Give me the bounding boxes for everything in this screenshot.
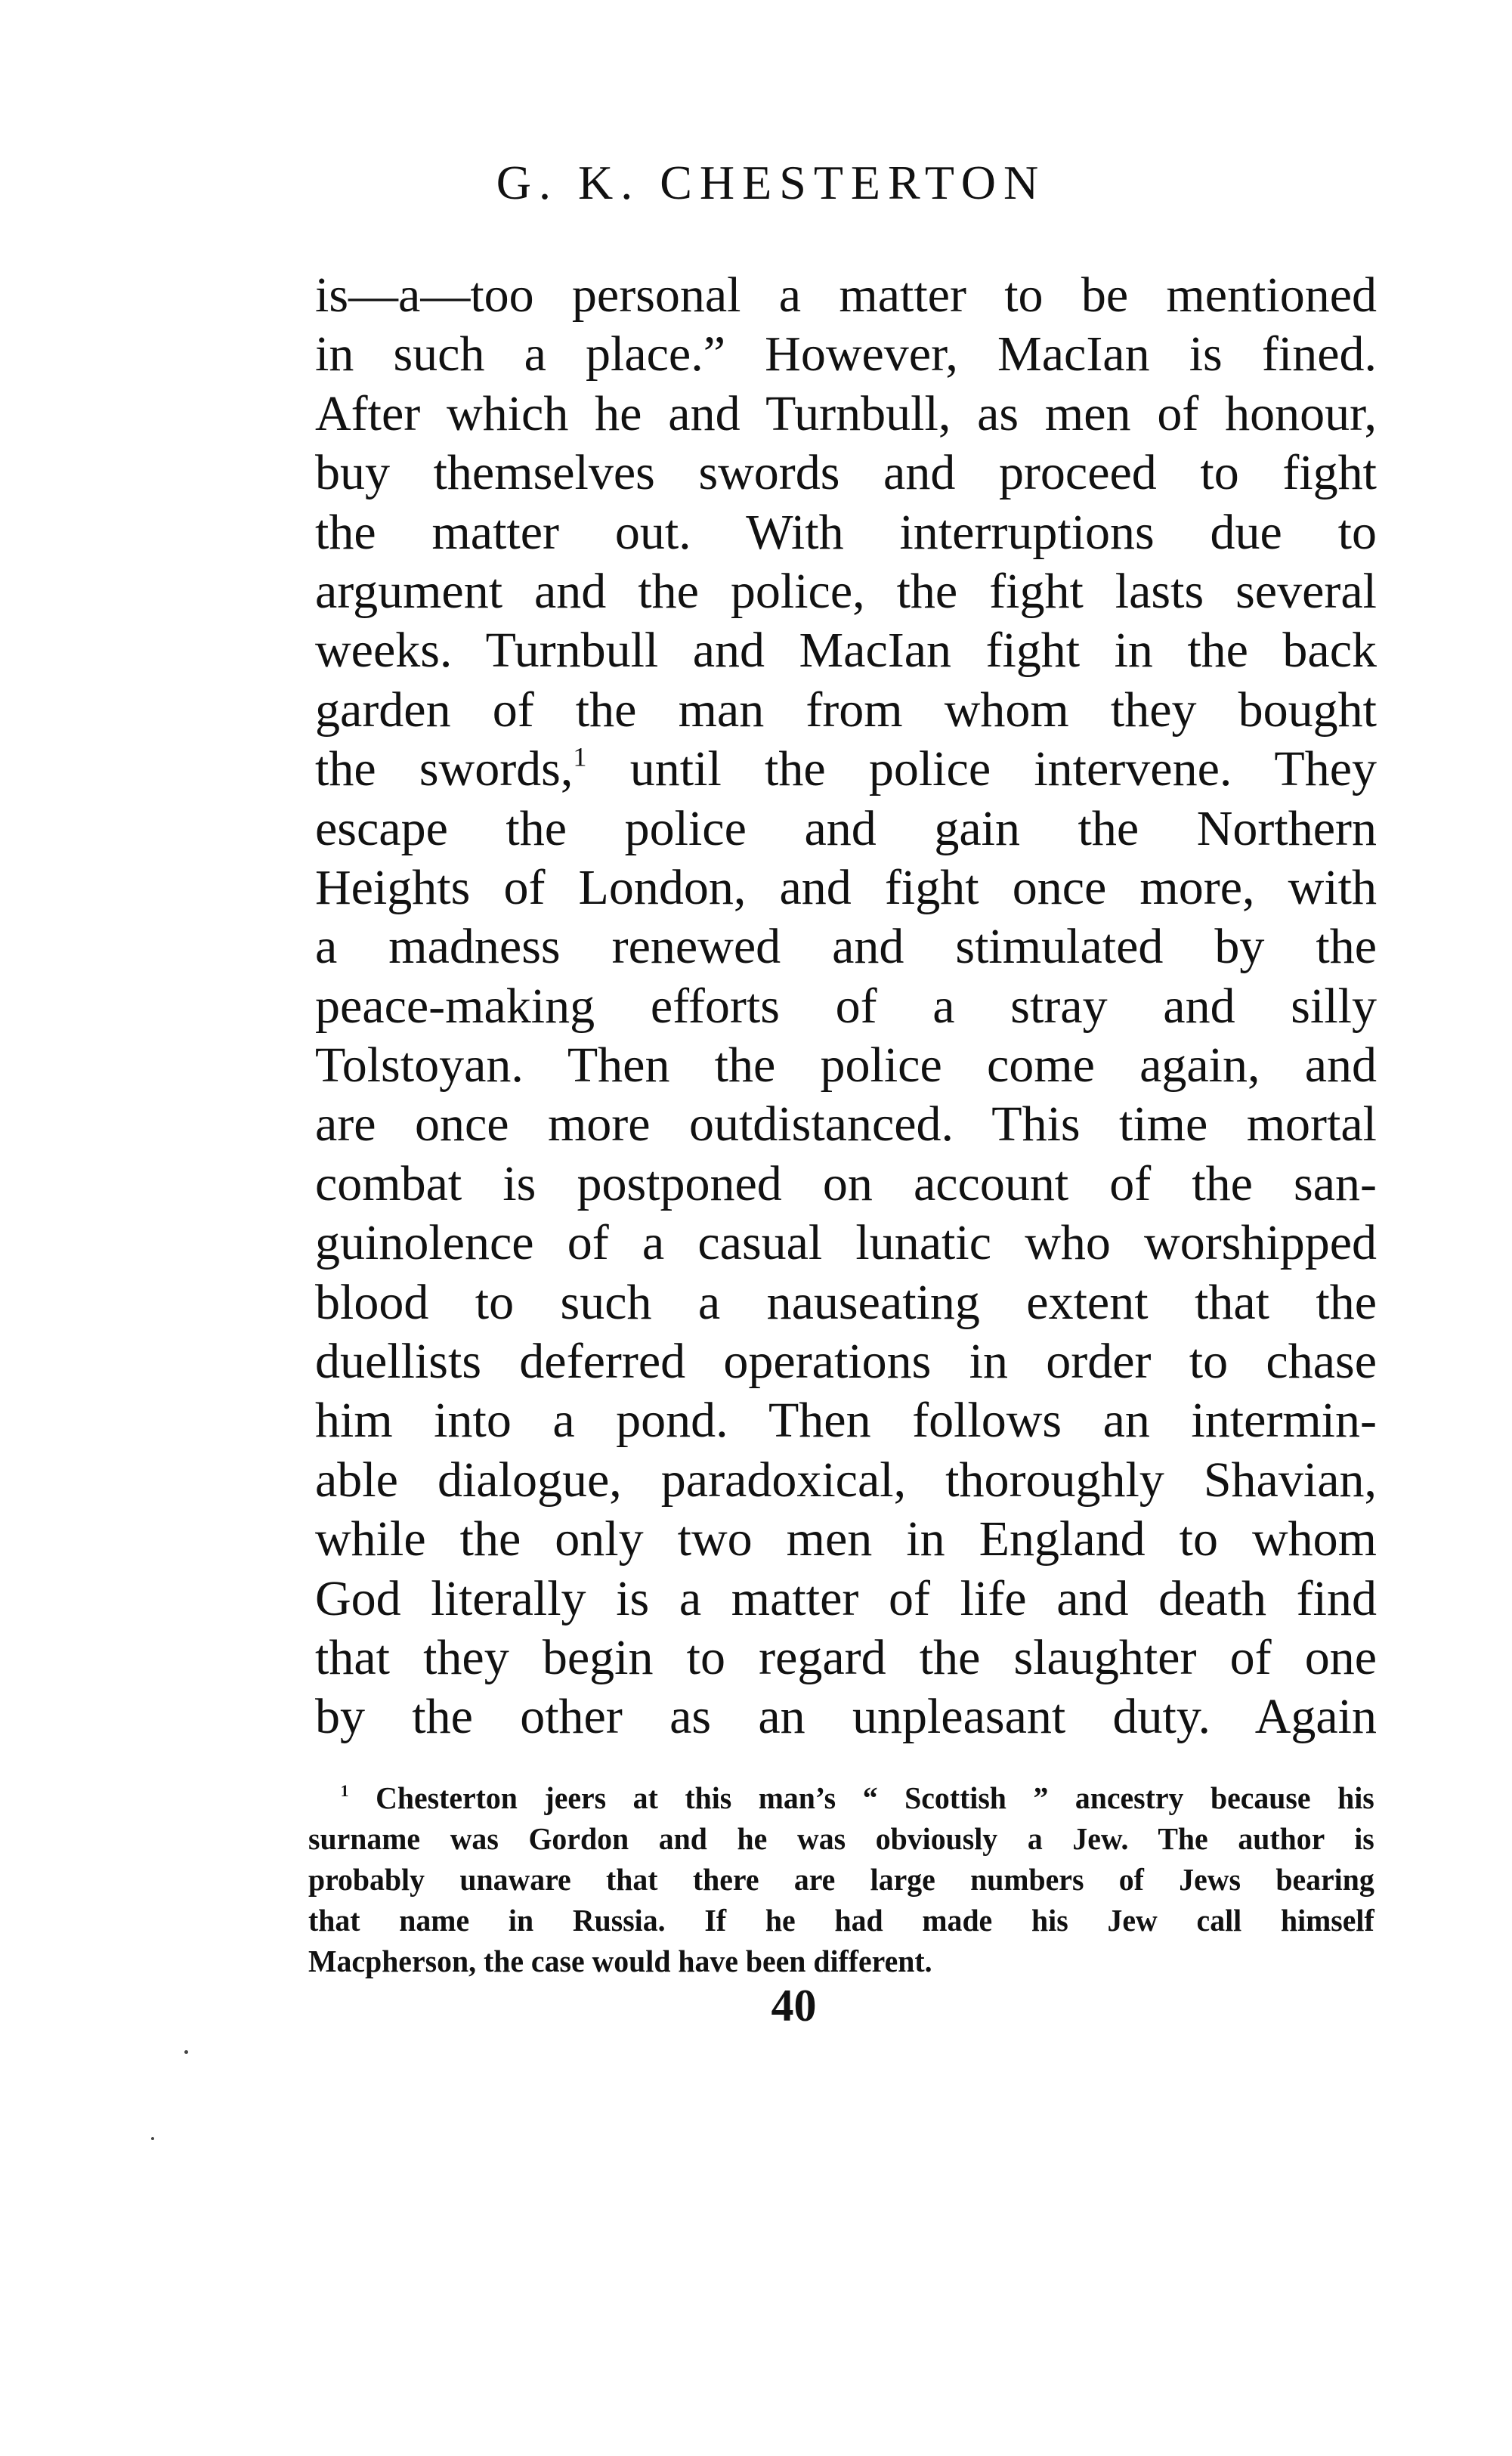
text-line	[315, 740, 1377, 799]
footnote-line: probably unaware that there are large numbers of Jews bearing	[308, 1862, 1374, 1897]
footnote-line: surname was Gordon and he was obviously a Jew. The author is	[308, 1821, 1374, 1856]
text-line: garden of the man from whom they bought	[315, 682, 1377, 738]
text-line: are once more outdistanced. This time mortal	[315, 1097, 1377, 1152]
text-line: the matter out. With interruptions due to	[315, 504, 1377, 560]
running-header: G. K. CHESTERTON	[496, 156, 1047, 209]
text-line: blood to such a nauseating extent that the	[315, 1274, 1377, 1330]
text-line: in such a place.” However, MacIan is fined.	[315, 326, 1377, 382]
body-text	[315, 266, 1377, 1747]
scan-speck	[151, 2137, 154, 2140]
text-line: argument and the police, the fight lasts several	[315, 563, 1377, 619]
text-line: is—a—too personal a matter to be mentioned	[315, 268, 1377, 323]
text-line: escape the police and gain the Northern	[315, 800, 1377, 856]
text-line: that they begin to regard the slaughter of one	[315, 1629, 1377, 1685]
text-line: while the only two men in England to whom	[315, 1511, 1377, 1567]
footnote-marker: 1	[340, 1781, 349, 1801]
text-line: weeks. Turnbull and MacIan fight in the back	[315, 623, 1377, 679]
scan-speck	[184, 2050, 188, 2054]
footnote-reference: 1	[573, 741, 587, 772]
text-line: Tolstoyan. Then the police come again, and	[315, 1038, 1377, 1093]
footnote	[308, 1777, 1375, 1981]
text-line: by the other as an unpleasant duty. Again	[315, 1689, 1377, 1745]
text-fragment: the swords,	[315, 741, 574, 797]
text-line: peace-making efforts of a stray and silly	[315, 978, 1377, 1034]
text-line: able dialogue, paradoxical, thoroughly Shavian,	[315, 1452, 1377, 1508]
text-line: Heights of London, and fight once more, with	[315, 859, 1377, 915]
text-line: combat is postponed on account of the san-	[315, 1155, 1377, 1211]
text-line: him into a pond. Then follows an intermin-	[315, 1393, 1377, 1449]
footnote-line: that name in Russia. If he had made his Jew call himself	[308, 1903, 1374, 1938]
text-fragment: until the police intervene. They	[629, 741, 1377, 797]
footnote-line: Macpherson, the case would have been different.	[308, 1944, 932, 1978]
text-line: After which he and Turnbull, as men of honour,	[315, 385, 1377, 441]
footnote-line	[308, 1777, 1374, 1818]
page-number: 40	[771, 1981, 817, 2031]
text-line: God literally is a matter of life and death find	[315, 1570, 1377, 1626]
text-line: a madness renewed and stimulated by the	[315, 919, 1377, 975]
text-line: buy themselves swords and proceed to fight	[315, 445, 1377, 501]
text-line: duellists deferred operations in order to chase	[315, 1334, 1377, 1390]
footnote-text: Chesterton jeers at this man’s “ Scottish ” ancestry because his	[376, 1780, 1374, 1815]
text-line: guinolence of a casual lunatic who worshipped	[315, 1215, 1377, 1271]
